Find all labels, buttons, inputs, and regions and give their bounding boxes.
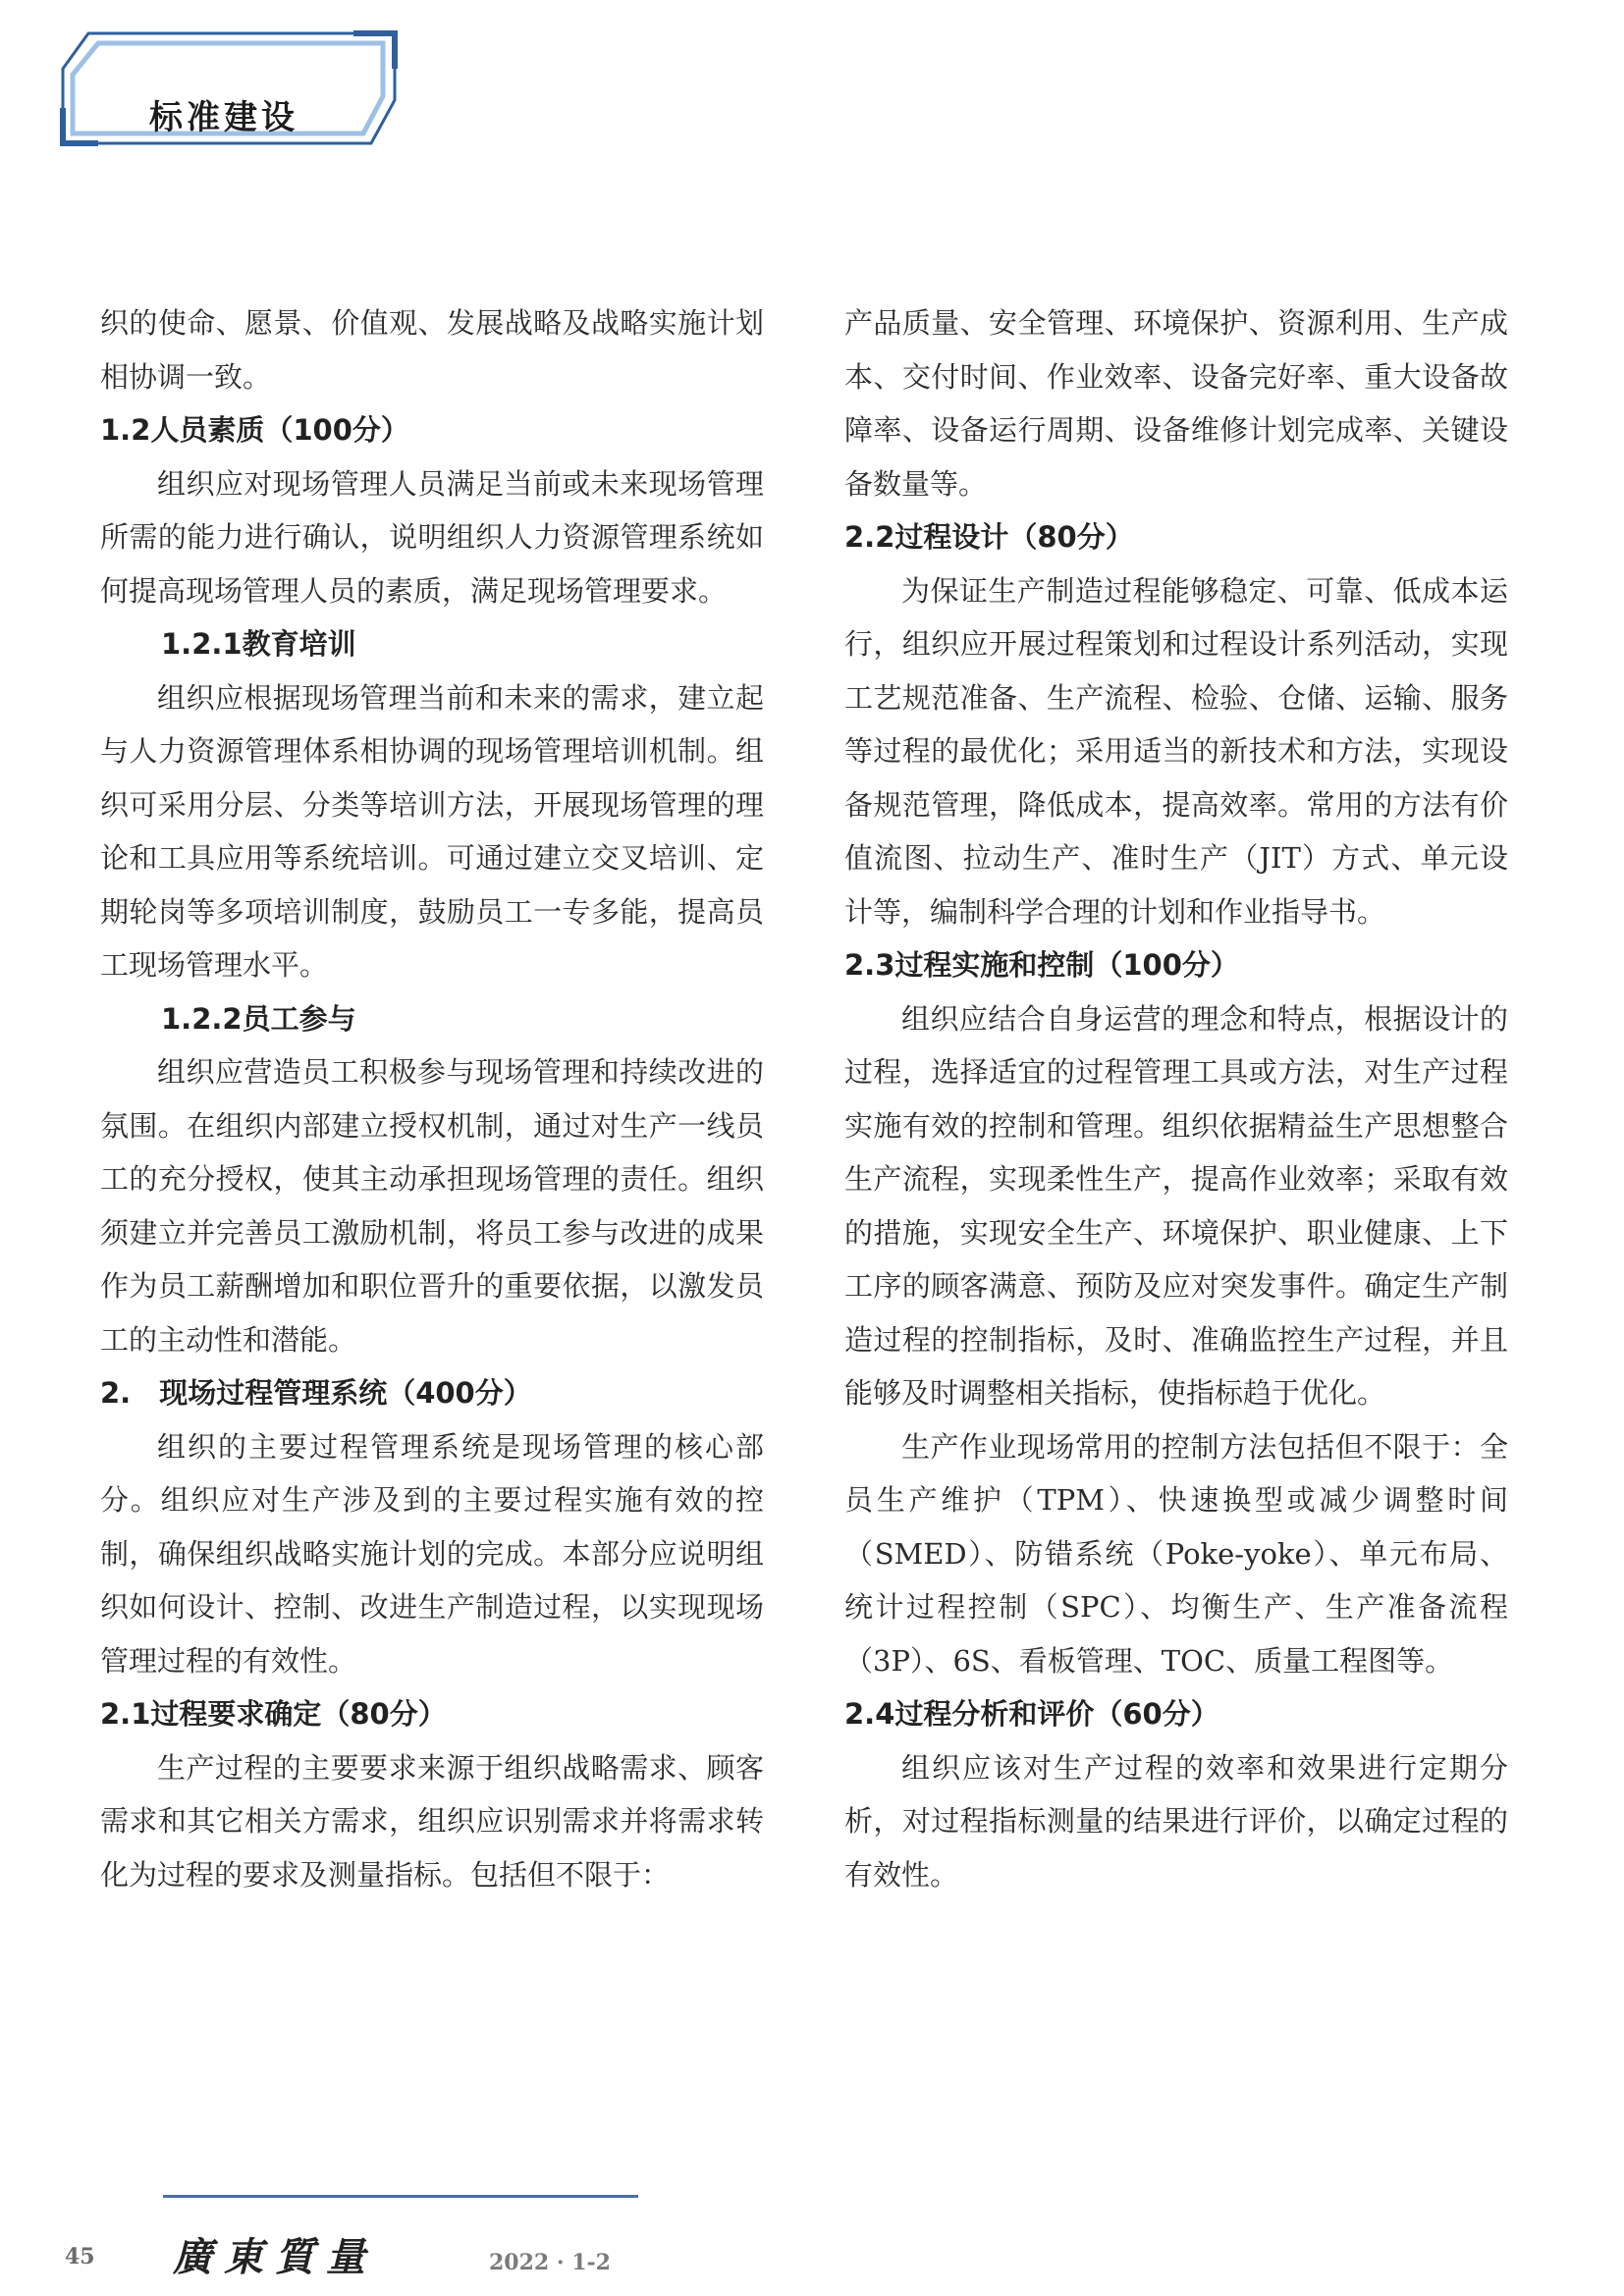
section-heading: 2.3过程实施和控制（100分） xyxy=(844,948,1239,982)
left-column xyxy=(100,296,764,1901)
footer-rule xyxy=(163,2195,638,2198)
body-paragraph: 组织应结合自身运营的理念和特点，根据设计的过程，选择适宜的过程管理工具或方法，对生产过程实施有效的控制和管理。组织依据精益生产思想整合生产流程，实现柔性生产，提高作业效率；采取有效的措施，实现安全生产、环境保护、职业健康、上下工序的顾客满意、预防及应对突发事件。确定生产制造过程的控制指标，及时、准确监控生产过程，并且能够及时调整相关指标，使指标趋于优化。 xyxy=(844,1001,1508,1410)
body-paragraph: 组织应根据现场管理当前和未来的需求，建立起与人力资源管理体系相协调的现场管理培训机制。组织可采用分层、分类等培训方法，开展现场管理的理论和工具应用等系统培训。可通过建立交叉培训、定期轮岗等多项培训制度，鼓励员工一专多能，提高员工现场管理水平。 xyxy=(100,680,764,982)
section-heading: 1.2.2员工参与 xyxy=(161,1001,356,1036)
body-paragraph: 产品质量、安全管理、环境保护、资源利用、生产成本、交付时间、作业效率、设备完好率、重大设备故障率、设备运行周期、设备维修计划完成率、关键设备数量等。 xyxy=(844,306,1508,501)
issue-number: 2022 · 1-2 xyxy=(489,2250,611,2275)
body-paragraph: 为保证生产制造过程能够稳定、可靠、低成本运行，组织应开展过程策划和过程设计系列活动，实现工艺规范准备、生产流程、检验、仓储、运输、服务等过程的最优化；采用适当的新技术和方法，实现设备规范管理，降低成本，提高效率。常用的方法有价值流图、拉动生产、准时生产（JIT）方式、单元设计等，编制科学合理的计划和作业指导书。 xyxy=(844,573,1508,929)
body-paragraph: 组织应对现场管理人员满足当前或未来现场管理所需的能力进行确认，说明组织人力资源管理系统如何提高现场管理人员的素质，满足现场管理要求。 xyxy=(100,466,764,608)
section-heading: 2. 现场过程管理系统（400分） xyxy=(100,1376,532,1410)
page-number: 45 xyxy=(65,2244,95,2269)
section-badge xyxy=(59,29,403,147)
section-heading: 1.2人员素质（100分） xyxy=(100,413,409,447)
body-paragraph: 组织的主要过程管理系统是现场管理的核心部分。组织应对生产涉及到的主要过程实施有效的控制，确保组织战略实施计划的完成。本部分应说明组织如何设计、控制、改进生产制造过程，以实现现场管理过程的有效性。 xyxy=(100,1429,764,1678)
section-heading: 2.2过程设计（80分） xyxy=(844,520,1134,554)
body-paragraph: 生产过程的主要要求来源于组织战略需求、顾客需求和其它相关方需求，组织应识别需求并将需求转化为过程的要求及测量指标。包括但不限于： xyxy=(100,1750,764,1892)
section-heading: 1.2.1教育培训 xyxy=(161,627,356,661)
section-label: 标准建设 xyxy=(149,98,298,137)
section-heading: 2.4过程分析和评价（60分） xyxy=(844,1697,1219,1731)
magazine-name: 廣東質量 xyxy=(173,2234,377,2280)
body-paragraph: 织的使命、愿景、价值观、发展战略及战略实施计划相协调一致。 xyxy=(100,306,764,394)
body-paragraph: 生产作业现场常用的控制方法包括但不限于：全员生产维护（TPM）、快速换型或减少调整时间（SMED）、防错系统（Poke-yoke）、单元布局、统计过程控制（SPC）、均衡生产、生产准备流程（3P）、6S、看板管理、TOC、质量工程图等。 xyxy=(844,1429,1508,1678)
section-heading: 2.1过程要求确定（80分） xyxy=(100,1697,447,1731)
body-paragraph: 组织应营造员工积极参与现场管理和持续改进的氛围。在组织内部建立授权机制，通过对生产一线员工的充分授权，使其主动承担现场管理的责任。组织须建立并完善员工激励机制，将员工参与改进的成果作为员工薪酬增加和职位晋升的重要依据，以激发员工的主动性和潜能。 xyxy=(100,1055,764,1357)
right-column xyxy=(844,296,1508,1901)
body-paragraph: 组织应该对生产过程的效率和效果进行定期分析，对过程指标测量的结果进行评价，以确定过程的有效性。 xyxy=(844,1750,1508,1892)
